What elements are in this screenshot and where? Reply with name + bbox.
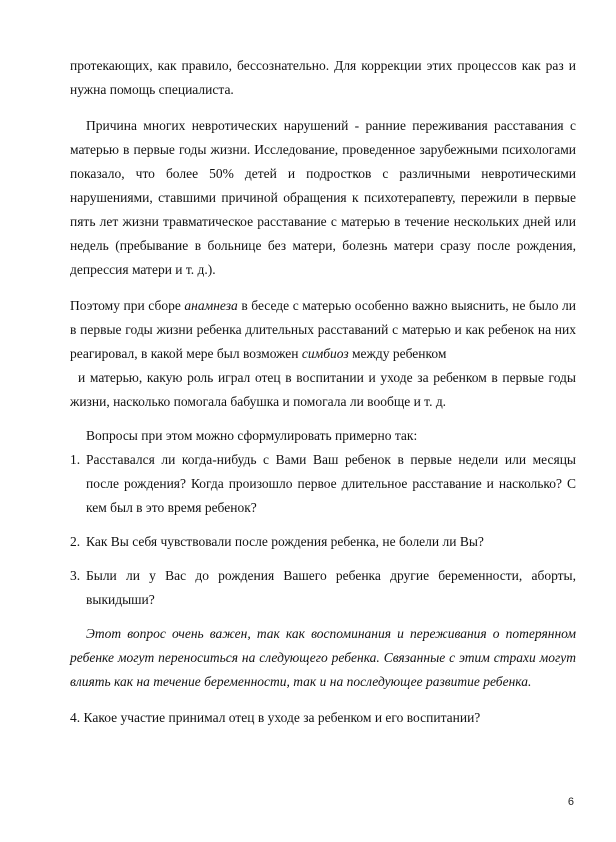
question-text: Как Вы себя чувствовали после рождения ребенка, не болели ли Вы? [86,534,484,549]
anamnesis-text-e: между ребенком [348,346,447,361]
paragraph-anamnesis [70,294,576,366]
anamnesis-text-c: в беседе с матерью особенно важно выяснить, не было ли в первые годы жизни ребенка длительных расставаний с матерью и как ребенок на них реагировал, в какой мере был возможен [70,298,576,361]
anamnesis-text-a: Поэтому при сборе [70,298,185,313]
symbiosis-term: симбиоз [301,346,349,361]
paragraph-father-role: и матерью, какую роль играл отец в воспитании и уходе за ребенком в первые годы жизни, насколько помогала бабушка и помогала ли вообще и т. д. [70,370,576,409]
page-number: 6 [567,796,574,808]
paragraph-continuation: протекающих, как правило, бессознательно. Для коррекции этих процессов как раз и нужна помощь специалиста. [70,58,576,97]
paragraph-neurotic-causes: Причина многих невротических нарушений - ранние переживания расставания с матерью в первые годы жизни. Исследование, проведенное зарубежными психологами показало, что более 50% детей и подростков с различными невротическими нарушениями, ставшими причиной обращения к психотерапевту, пережили в первые пять лет жизни травматическое расставание с матерью в течение нескольких дней или недель (пребывание в больнице без матери, болезнь матери сразу после рождения, депрессия матери и т. д.). [70,118,576,277]
question-text: Были ли у Вас до рождения Вашего ребенка другие беременности, аборты, выкидыши? [86,568,576,607]
questions-list [70,448,576,612]
question-item [70,530,576,554]
anamnesis-term: анамнеза [184,298,238,313]
question-number: 3. [70,568,81,583]
question-item [70,448,576,520]
question-four: 4. Какое участие принимал отец в уходе за ребенком и его воспитании? [70,710,481,725]
question-number: 1. [70,452,81,467]
question-item [70,564,576,612]
question-text: Расставался ли когда-нибудь с Вами Ваш ребенок в первые недели или месяцы после рождения? Когда произошло первое длительное расставание и насколько? С кем был в это время ребенок? [86,452,576,515]
question-number: 2. [70,534,81,549]
paragraph-note: Этот вопрос очень важен, так как воспоминания и переживания о потерянном ребенке могут переноситься на следующего ребенка. Связанные с этим страхи могут влиять как на течение беременности, так и на последующее развитие ребенка. [70,626,576,689]
paragraph-questions-intro: Вопросы при этом можно сформулировать примерно так: [86,428,418,443]
page-content [70,54,576,730]
